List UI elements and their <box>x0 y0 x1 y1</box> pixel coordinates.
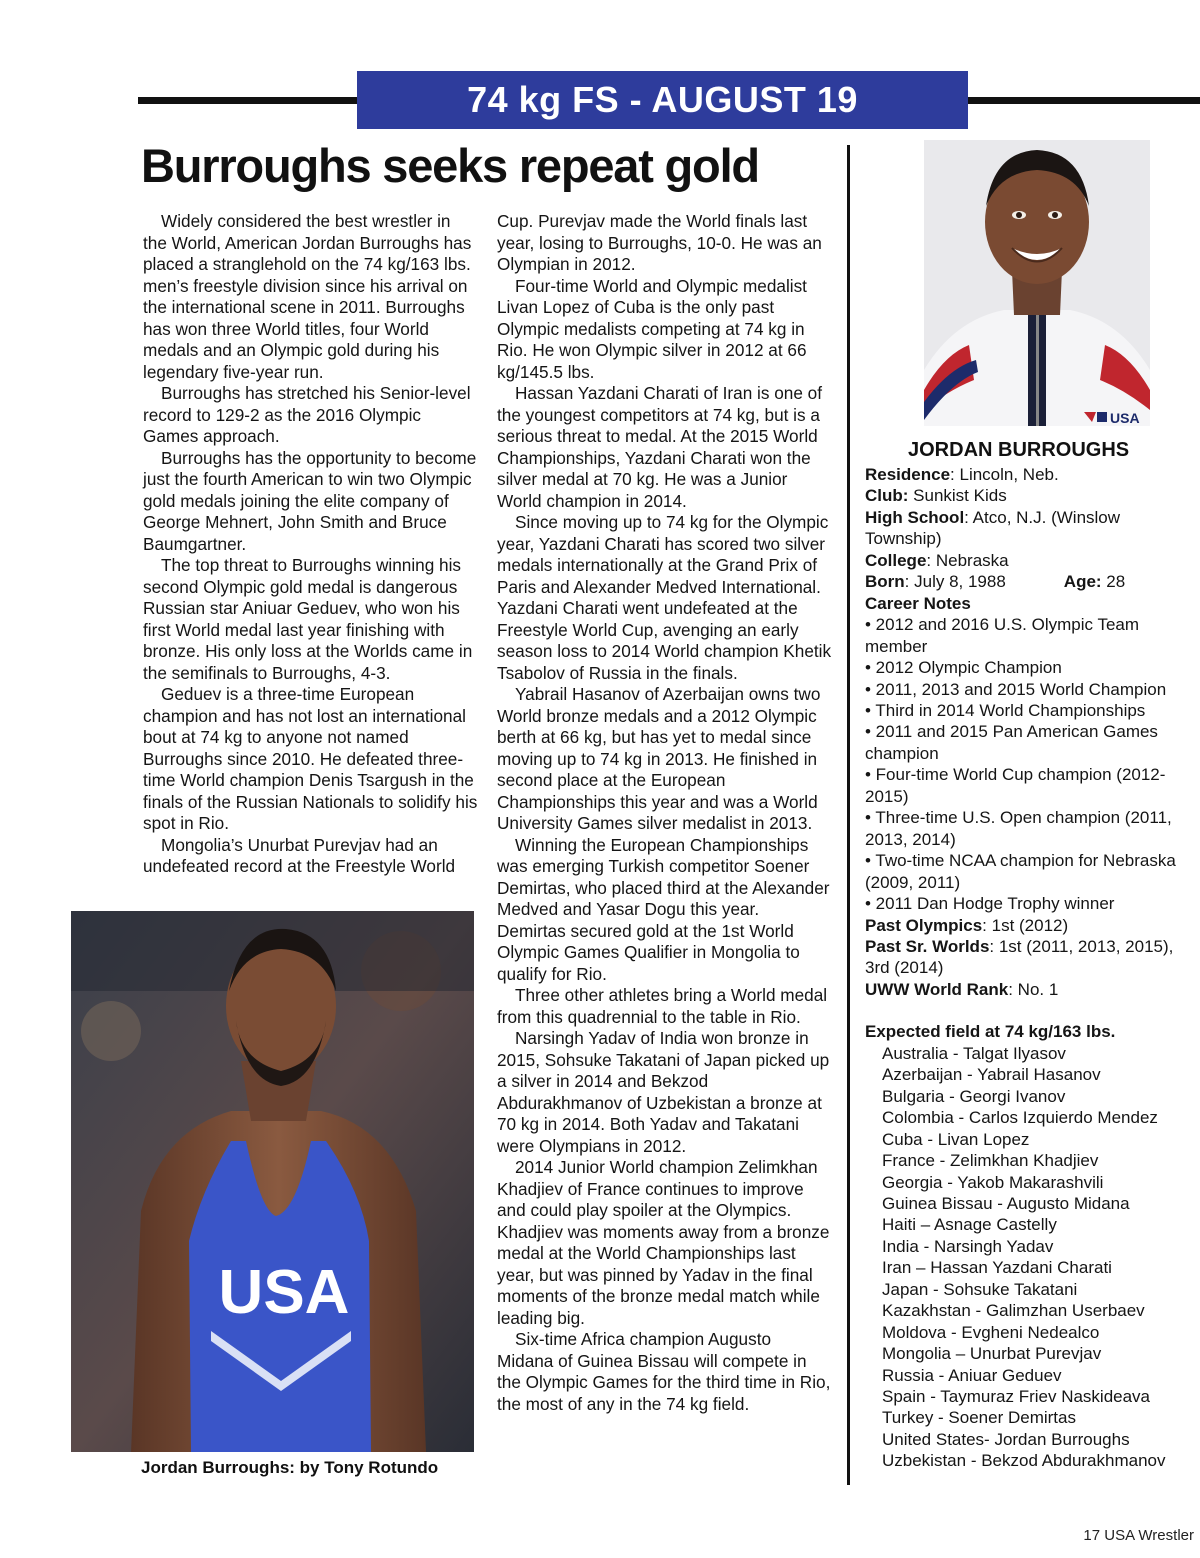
expected-field-heading <box>865 1021 1195 1042</box>
born-value: : July 8, 1988 <box>904 572 1006 592</box>
expected-field-entry: Turkey - Soener Demirtas <box>882 1408 1076 1428</box>
article-paragraph: Mongolia’s Unurbat Purevjav had an undefeated record at the Freestyle World <box>143 834 456 876</box>
spacer <box>865 1000 1195 1021</box>
career-note: • Two-time NCAA champion for Nebraska (2009, 2011) <box>865 851 1176 892</box>
career-note: • 2012 and 2016 U.S. Olympic Team member <box>865 615 1140 656</box>
past-olympics-value: : 1st (2012) <box>982 915 1069 935</box>
expected-field-entry: Australia - Talgat Ilyasov <box>882 1043 1066 1063</box>
headshot-photo <box>924 140 1150 426</box>
expected-field-entry: Japan - Sohsuke Takatani <box>882 1279 1078 1299</box>
article-paragraph: The top threat to Burroughs winning his second Olympic gold medal is dangerous Russian star Aniuar Geduev, who won his first World medal last year finishing with bronze. His only loss at the Worlds came in the semifinals to Burroughs, 4-3. <box>143 555 473 683</box>
high-school-value: : Atco, N.J. (Winslow Township) <box>865 507 1121 549</box>
high-school-line <box>865 507 1195 550</box>
expected-field-entry: Colombia - Carlos Izquierdo Mendez <box>882 1108 1158 1128</box>
expected-field-entry: Azerbaijan - Yabrail Hasanov <box>882 1065 1101 1085</box>
article-paragraph: Hassan Yazdani Charati of Iran is one of the youngest competitors at 74 kg, but is a serious threat to medal. At the 2015 World Championships, Yazdani Charati won the silver medal at 70 kg. He was a Junior World champion in 2014. <box>497 383 823 511</box>
expected-field-entry: United States- Jordan Burroughs <box>882 1429 1130 1449</box>
article-paragraph: Geduev is a three-time European champion and has not lost an international bout at 74 kg to anyone not named Burroughs since 2010. He defeated three-time World champion Denis Tsargush in the finals of the Russian Nationals to solidify his spot in Rio. <box>143 684 478 833</box>
past-worlds-value: : 1st (2011, 2013, 2015), 3rd (2014) <box>865 936 1174 978</box>
residence-label: Residence <box>865 465 951 484</box>
article-column-2 <box>497 211 832 1415</box>
career-note: • 2011, 2013 and 2015 World Champion <box>865 679 1167 699</box>
article-paragraph: Winning the European Championships was emerging Turkish competitor Soener Demirtas, who placed third at the Alexander Medved and Yasar Dogu this year. Demirtas secured gold at the 1st World Olympic Games Qualifier in Mongolia to qualify for Rio. <box>497 834 830 984</box>
age-label: Age: <box>1063 572 1102 592</box>
career-note: • Three-time U.S. Open champion (2011, 2013, 2014) <box>865 808 1172 849</box>
residence-value: : Lincoln, Neb. <box>950 465 1059 484</box>
article-paragraph: 2014 Junior World champion Zelimkhan Khadjiev of France continues to improve and could play spoiler at the Olympics. Khadjiev was moments away from a bronze medal at the World Championships last year, but was pinned by Yadav in the final moments of the bronze medal match while leading big. <box>497 1157 830 1328</box>
college-value: : Nebraska <box>926 550 1009 570</box>
expected-field-entry: France - Zelimkhan Khadjiev <box>882 1151 1099 1171</box>
career-note: • Four-time World Cup champion (2012-2015) <box>865 765 1166 806</box>
college-line <box>865 550 1195 571</box>
article-paragraph: Burroughs has stretched his Senior-level record to 129-2 as the 2016 Olympic Games approach. <box>143 383 471 446</box>
article-paragraph: Narsingh Yadav of India won bronze in 2015, Sohsuke Takatani of Japan picked up a silver in 2014 and Bekzod Abdurakhmanov of Uzbekistan a bronze at 70 kg in 2014. Both Yadav and Takatani were Olympians in 2012. <box>497 1028 830 1156</box>
expected-field-entry: Moldova - Evgheni Nedealco <box>882 1322 1100 1342</box>
article-paragraph: Since moving up to 74 kg for the Olympic year, Yazdani Charati has scored two silver medals internationally at the Grand Prix of Paris and Alexander Medved International. Yazdani Charati went undefeated at the Freestyle World Cup, avenging an early season loss to 2014 World champion Khetik Tsabolov of Russia in the finals. <box>497 512 832 683</box>
photo-caption: Jordan Burroughs: by Tony Rotundo <box>141 1458 439 1477</box>
college-label: College <box>865 550 927 570</box>
expected-field-title: Expected field at 74 kg/163 lbs. <box>865 1022 1116 1042</box>
career-note: • Third in 2014 World Championships <box>865 700 1146 720</box>
article-paragraph: Yabrail Hasanov of Azerbaijan owns two World bronze medals and a 2012 Olympic berth at 66 kg, but has yet to medal since moving up to 74 kg in 2013. He finished in second place at the European Championships this year and was a World University Games silver medalist in 2013. <box>497 684 821 833</box>
past-worlds-line <box>865 936 1195 979</box>
profile-name: JORDAN BURROUGHS <box>908 439 1130 461</box>
article-paragraph: Four-time World and Olympic medalist Livan Lopez of Cuba is the only past Olympic medalists competing at 74 kg in Rio. He won Olympic silver in 2012 at 66 kg/145.5 lbs. <box>497 275 807 382</box>
article-paragraph: Burroughs has the opportunity to become just the fourth American to win two Olympic gold medals joining the elite company of George Mehnert, John Smith and Bruce Baumgartner. <box>143 447 477 554</box>
page-footer: 17 USA Wrestler <box>1083 1527 1194 1544</box>
expected-field-entry: Mongolia – Unurbat Purevjav <box>882 1344 1102 1364</box>
article-paragraph: Six-time Africa champion Augusto Midana of Guinea Bissau will compete in the Olympic Games for the third time in Rio, the most of any in the 74 kg field. <box>497 1329 831 1414</box>
article-paragraph: Widely considered the best wrestler in the World, American Jordan Burroughs has placed a stranglehold on the 74 kg/163 lbs. men’s freestyle division since his arrival on the international scene in 2011. Burroughs has won three World titles, four World medals and an Olympic gold during his legendary five-year run. <box>143 211 472 382</box>
past-olympics-label: Past Olympics <box>865 915 983 935</box>
usa-wrestling-logo-text: USA <box>1110 410 1140 426</box>
article-paragraph: Cup. Purevjav made the World finals last year, losing to Burroughs, 10-0. He was an Olympian in 2012. <box>497 211 822 274</box>
column-divider <box>847 145 850 1485</box>
expected-field-list <box>865 1043 1195 1472</box>
section-banner: 74 kg FS - AUGUST 19 <box>357 71 968 129</box>
header-rule-right <box>967 97 1200 104</box>
article-headline: Burroughs seeks repeat gold <box>141 139 759 192</box>
past-worlds-label: Past Sr. Worlds <box>865 936 990 956</box>
expected-field-entry: India - Narsingh Yadav <box>882 1236 1054 1256</box>
expected-field-entry: Uzbekistan - Bekzod Abdurakhmanov <box>882 1451 1166 1471</box>
career-note: • 2011 Dan Hodge Trophy winner <box>865 894 1115 914</box>
high-school-label: High School <box>865 507 965 527</box>
jersey-usa-text: USA <box>218 1258 350 1327</box>
expected-field-entry: Kazakhstan - Galimzhan Userbaev <box>882 1301 1145 1321</box>
article-paragraph: Three other athletes bring a World medal from this quadrennial to the table in Rio. <box>497 985 828 1027</box>
header-rule-left <box>138 97 360 104</box>
club-value: Sunkist Kids <box>908 486 1007 506</box>
career-notes-heading <box>865 593 1195 614</box>
world-rank-line <box>865 979 1195 1000</box>
expected-field-entry: Guinea Bissau - Augusto Midana <box>882 1193 1130 1213</box>
career-note: • 2011 and 2015 Pan American Games champion <box>865 722 1158 763</box>
expected-field-entry: Bulgaria - Georgi Ivanov <box>882 1086 1066 1106</box>
action-photo <box>71 911 474 1452</box>
expected-field-entry: Haiti – Asnage Castelly <box>882 1215 1057 1235</box>
expected-field-entry: Cuba - Livan Lopez <box>882 1129 1030 1149</box>
born-line <box>865 571 1195 592</box>
career-notes-label: Career Notes <box>865 593 971 613</box>
expected-field-entry: Georgia - Yakob Makarashvili <box>882 1172 1104 1192</box>
club-label: Club: <box>865 486 909 506</box>
past-olympics-line <box>865 915 1195 936</box>
expected-field-entry: Russia - Aniuar Geduev <box>882 1365 1062 1385</box>
career-note: • 2012 Olympic Champion <box>865 658 1062 678</box>
article-column-1 <box>143 211 478 878</box>
expected-field-entry: Spain - Taymuraz Friev Naskideava <box>882 1387 1151 1407</box>
world-rank-value: : No. 1 <box>1008 979 1059 999</box>
age-value: 28 <box>1101 572 1126 592</box>
expected-field-entry: Iran – Hassan Yazdani Charati <box>882 1258 1112 1278</box>
residence-line <box>865 464 1195 485</box>
club-line <box>865 485 1195 506</box>
born-label: Born <box>865 572 905 592</box>
athlete-profile <box>865 464 1195 1472</box>
world-rank-label: UWW World Rank <box>865 979 1009 999</box>
